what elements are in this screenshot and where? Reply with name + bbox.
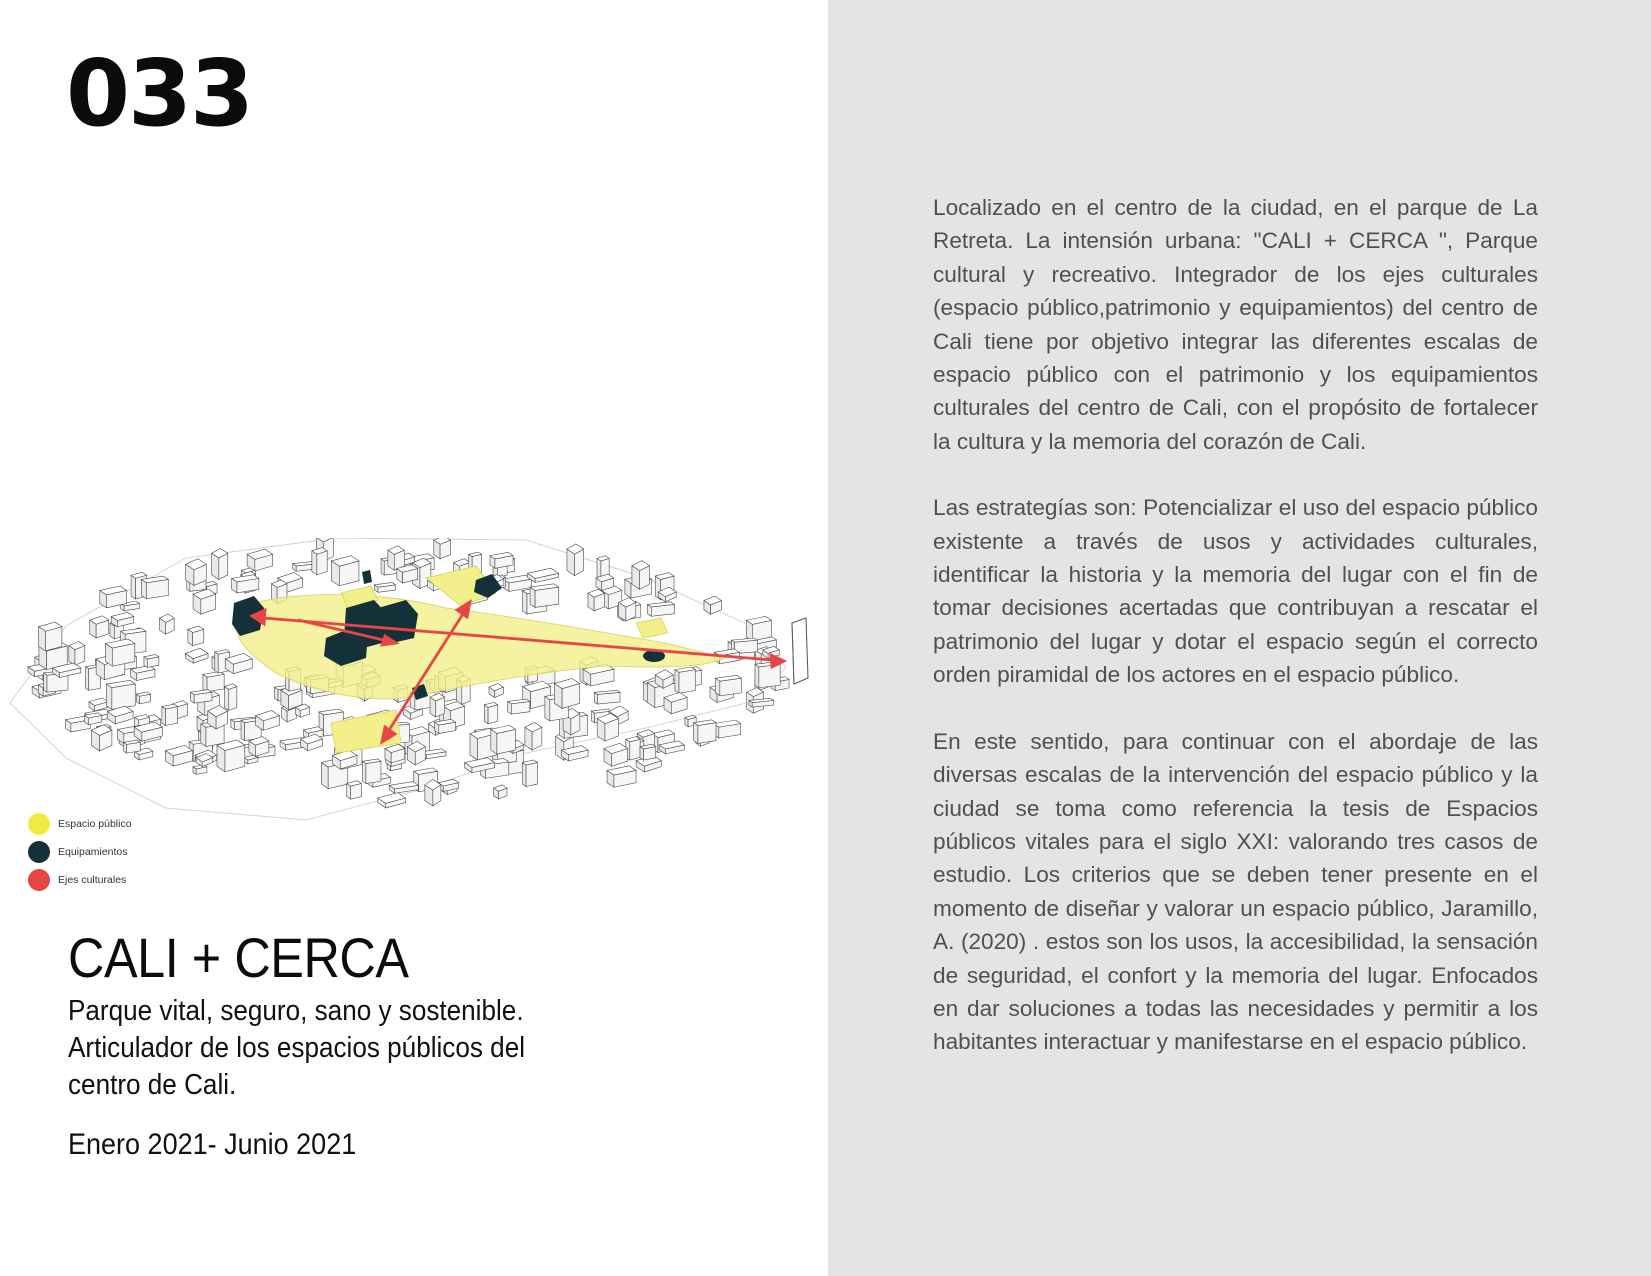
building-block [494,785,507,799]
building-block [162,704,178,725]
building-block [124,740,141,753]
building-block [588,589,604,611]
legend-item-cultural-axes [28,866,132,894]
building-block [508,699,530,714]
building-block [530,584,559,608]
description-paragraph: En este sentido, para continuar con el abordaje de las diversas escalas de la intervención del espacio público y la ciudad se toma como referencia la tesis de Espacios públicos vitales para el siglo XXI: valorando tres casos de estudio. Los criterios que se deben tener presente en el momento de diseñar y valorar un espacio público, Jaramillo, A. (2020) . estos son los usos, la accesibilidad, la sensación de seguridad, el confort y la memoria del lugar. Enfocados en dar soluciones a todas las necesidades y permitir a los habitantes interactuar y manifestarse en el espacio público. [933,728,1538,1055]
building-block [69,642,85,666]
building-block [39,622,62,651]
building-block [91,725,111,751]
project-date: Enero 2021- Junio 2021 [68,1128,357,1161]
building-block [407,741,425,765]
building-block [626,737,640,760]
project-title: CALI + CERCA [68,926,409,989]
building-block [397,565,418,583]
building-block [648,602,675,616]
building-block [594,690,620,704]
building-block [159,614,174,634]
building-block [632,561,649,590]
map-legend [28,810,132,894]
building-block [144,655,159,668]
building-block [347,781,362,800]
building-block [203,672,224,692]
project-subtitle [68,993,608,1104]
building-block [554,678,579,708]
building-block [567,544,584,576]
subtitle-line: centro de Cali. [68,1069,237,1101]
city-map-illustration [6,538,824,828]
building-block [490,552,513,568]
building-block [186,559,207,586]
building-block [434,538,451,559]
building-block [484,702,497,723]
building-block [522,760,537,787]
building-block [85,713,102,725]
building-block [607,766,636,787]
building-block [90,616,109,638]
building-block [435,719,456,733]
building-block [191,690,212,703]
legend-item-public-space [28,810,132,838]
legend-label: Ejes culturales [58,874,127,886]
legend-swatch-yellow [28,813,50,835]
building-block [106,680,135,709]
building-block [362,759,381,784]
building-block [604,743,628,766]
building-block [193,589,216,614]
building-block [694,720,716,744]
building-block [106,639,135,666]
building-block [100,586,127,608]
subtitle-line: Articulador de los espacios públicos del [68,1032,526,1064]
building-block [640,744,656,760]
building-block [193,765,207,775]
building-block [491,725,516,754]
building-block [217,740,245,772]
building-block [232,575,259,593]
building-block [619,598,636,622]
subtitle-line: Parque vital, seguro, sano y sostenible. [68,995,524,1027]
building-block [141,576,168,599]
description-text [933,191,1538,1092]
description-paragraph: Localizado en el centro de la ciudad, en el parque de La Retreta. La intensión urbana: "CALI + CERCA ", Parque cultural y recreativo. Integrador de los ejes culturales (espacio público,patrimonio y equipamientos) del centro de Cali tiene por objetivo integrar las diferentes escalas de espacio público con el patrimonio y los equipamientos culturales del centro de Cali, con el propósito de fortalecer la cultura y la memoria del corazón de Cali. [933,195,1538,454]
legend-label: Equipamientos [58,846,128,858]
building-block [525,722,542,750]
building-block [675,667,695,693]
building-block [331,556,359,586]
building-block [136,692,150,704]
page-number: 033 [66,40,253,147]
building-block [597,713,618,741]
building-block [715,675,741,695]
legend-swatch-red [28,869,50,891]
legend-swatch-navy [28,841,50,863]
building-block [225,684,237,711]
building-block [212,548,228,579]
legend-item-facilities [28,838,132,866]
building-block [430,693,444,717]
building-block [388,546,404,570]
building-block [714,720,741,738]
building-block [188,626,204,646]
description-paragraph: Las estrategías son: Potencializar el uso del espacio público existente a través de usos y actividades culturales, identificar la historia y la memoria del lugar con el fin de tomar decisiones acertadas que contribuyan a rescatar el patrimonio del lugar y dotar el espacio según el correcto orden piramidal de los actores en el espacio público. [933,495,1538,688]
tower-building [792,618,808,684]
building-block [425,779,441,805]
building-block [746,616,771,641]
building-block [312,548,327,575]
legend-label: Espacio público [58,818,132,830]
